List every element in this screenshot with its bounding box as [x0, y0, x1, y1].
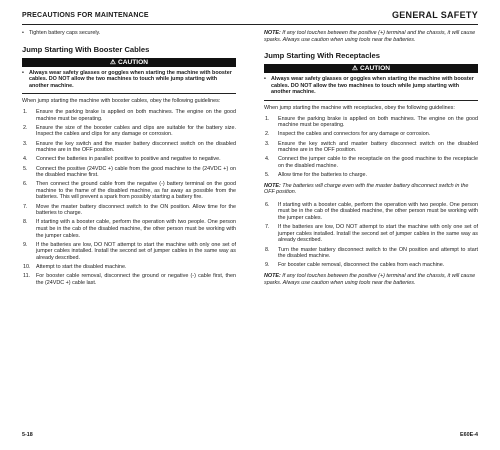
list-item: [264, 131, 478, 138]
list-item: [22, 264, 236, 271]
step-number: 10.: [23, 264, 31, 271]
step-number: 7.: [23, 203, 28, 210]
caution-message: [22, 70, 236, 90]
step-number: 9.: [23, 241, 28, 248]
top-bullet: [22, 30, 236, 37]
note-label: NOTE:: [264, 182, 281, 189]
intro-text: When jump starting the machine with receptacles, obey the following guidelines:: [264, 104, 455, 111]
note-text: If any tool touches between the positive (+) terminal and the chassis, it will cause sparks. Always use caution when using tools near the batteries.: [264, 273, 476, 286]
step-number: 3.: [265, 140, 270, 147]
list-item: [22, 156, 236, 163]
note-bottom: [264, 273, 478, 286]
step-text: Allow time for the batteries to charge.: [278, 172, 367, 179]
step-text: Ensure the key switch and the master battery disconnect switch on the disabled machine are in the OFF position.: [36, 140, 236, 154]
list-item: [22, 166, 236, 179]
step-text: Ensure the key switch and master battery disconnect switch on the disabled machine are in the OFF position.: [278, 140, 478, 154]
step-text: Ensure the size of the booster cables and clips are suitable for the battery size. Inspect the cables and clips for any damage or corrosion.: [36, 124, 236, 138]
step-number: 1.: [23, 108, 28, 115]
list-item: [22, 109, 236, 122]
list-item: [264, 172, 478, 179]
list-item: [22, 125, 236, 138]
right-column: [264, 30, 478, 292]
page-header: [22, 10, 478, 25]
step-text: Move the master battery disconnect switch to the ON position. Allow time for the batteries to charge.: [36, 203, 236, 217]
step-text: Ensure the parking brake is applied on both machines. The engine on the good machine must be operating.: [36, 108, 236, 122]
step-number: 1.: [265, 115, 270, 122]
note-text: If any tool touches between the positive (+) terminal and the chassis, it will cause sparks. Always use caution when using tools near the batteries.: [264, 30, 476, 43]
note-middle: [264, 183, 478, 196]
step-text: If starting with a booster cable, perform the operation with two people. One person must be in the cab of the disabled machine, the other person must be working with the jumper cables.: [36, 219, 236, 239]
left-column: [22, 30, 236, 289]
booster-steps-list: [22, 109, 236, 287]
bullet-icon: •: [22, 30, 24, 36]
step-number: 5.: [265, 172, 270, 179]
header-section: PRECAUTIONS FOR MAINTENANCE: [22, 12, 149, 19]
step-number: 8.: [23, 219, 28, 226]
step-number: 6.: [23, 181, 28, 188]
bullet-icon: •: [264, 76, 266, 83]
note-label: NOTE:: [264, 30, 281, 36]
step-text: If the batteries are low, DO NOT attempt to start the machine with only one set of jumper cables installed. Install the second set of jumper cables in the same way as already described.: [36, 241, 236, 261]
step-text: Connect the batteries in parallel: positive to positive and negative to negative.: [36, 156, 221, 163]
header-title: GENERAL SAFETY: [391, 10, 478, 20]
step-number: 2.: [23, 124, 28, 131]
step-text: Turn the master battery disconnect switch to the ON position and attempt to start the disabled machine.: [278, 246, 478, 260]
receptacle-steps-list-continued: [264, 202, 478, 269]
step-text: If starting with a booster cable, perform the operation with two people. One person must be in the cab of the disabled machine, the other person must be working with the jumper cables.: [278, 201, 478, 222]
document-code: E60E-4: [460, 432, 478, 438]
step-number: 8.: [265, 246, 270, 253]
list-item: [264, 141, 478, 154]
list-item: [22, 219, 236, 239]
section-title-booster-cables: Jump Starting With Booster Cables: [22, 44, 150, 54]
step-number: 4.: [265, 156, 270, 163]
step-text: Attempt to start the disabled machine.: [36, 264, 127, 271]
step-text: If the batteries are low, DO NOT attempt to start the machine with only one set of jumper cables installed. Install the second set of jumper cables in the same way as already described.: [278, 224, 478, 244]
caution-message-text: Always wear safety glasses or goggles when starting the machine with booster cables. DO NOT allow the two machines to touch while jump starting with another machine.: [271, 76, 474, 96]
receptacle-steps-list: [264, 116, 478, 179]
warning-triangle-icon: ⚠: [110, 58, 116, 66]
list-item: [22, 141, 236, 154]
warning-triangle-icon: ⚠: [352, 65, 358, 73]
step-number: 3.: [23, 140, 28, 147]
step-number: 11.: [23, 273, 31, 280]
step-number: 2.: [265, 131, 270, 138]
step-text: Connect the positive (24VDC +) cable from the good machine to the (24VDC +) on the disabled machine first.: [36, 165, 236, 179]
top-bullet-text: Tighten battery caps securely.: [29, 30, 101, 36]
list-item: [264, 247, 478, 260]
list-item: [22, 273, 236, 286]
step-number: 6.: [265, 201, 270, 208]
divider: [264, 100, 478, 101]
caution-message: [264, 76, 478, 96]
list-item: [264, 202, 478, 222]
step-number: 7.: [265, 224, 270, 231]
step-text: Connect the jumper cable to the receptacle on the good machine to the receptacle on the disabled machine.: [278, 156, 478, 169]
caution-banner: [264, 64, 478, 73]
divider: [22, 93, 236, 94]
step-text: Ensure the parking brake is applied on both machines. The engine on the good machine must be operating.: [278, 115, 478, 129]
caution-banner: [22, 58, 236, 67]
step-number: 9.: [265, 262, 270, 269]
bullet-icon: •: [22, 69, 24, 76]
step-text: Then connect the ground cable from the negative (-) battery terminal on the good machine to the frame of the disabled machine, as far away as possible from the batteries. This will prevent a spark from possibly starting a battery fire.: [36, 181, 236, 201]
step-text: For booster cable removal, disconnect the ground or negative (-) cable first, then the (24VDC +) cable last.: [36, 273, 236, 286]
list-item: [22, 181, 236, 201]
section-title-receptacles: Jump Starting With Receptacles: [264, 51, 380, 61]
page-number: 5-18: [22, 432, 33, 438]
step-text: Inspect the cables and connectors for any damage or corrosion.: [278, 131, 431, 138]
caution-message-text: Always wear safety glasses or goggles when starting the machine with booster cables. DO NOT allow the two machines to touch while jump starting with another machine.: [29, 69, 232, 89]
manual-page: [22, 10, 478, 442]
list-item: [264, 156, 478, 169]
list-item: [264, 224, 478, 244]
caution-label: CAUTION: [117, 58, 148, 66]
note-text: The batteries will charge even with the master battery disconnect switch in the OFF position.: [264, 182, 469, 196]
step-text: For booster cable removal, disconnect the cables from each machine.: [278, 262, 445, 269]
list-item: [264, 262, 478, 269]
list-item: [22, 204, 236, 217]
caution-label: CAUTION: [359, 65, 390, 73]
step-number: 4.: [23, 156, 28, 163]
note-top: [264, 30, 478, 43]
list-item: [264, 116, 478, 129]
page-footer: [22, 432, 478, 442]
list-item: [22, 242, 236, 262]
step-number: 5.: [23, 165, 28, 172]
note-label: NOTE:: [264, 273, 281, 279]
intro-text: When jump starting the machine with booster cables, obey the following guidelines:: [22, 98, 221, 105]
